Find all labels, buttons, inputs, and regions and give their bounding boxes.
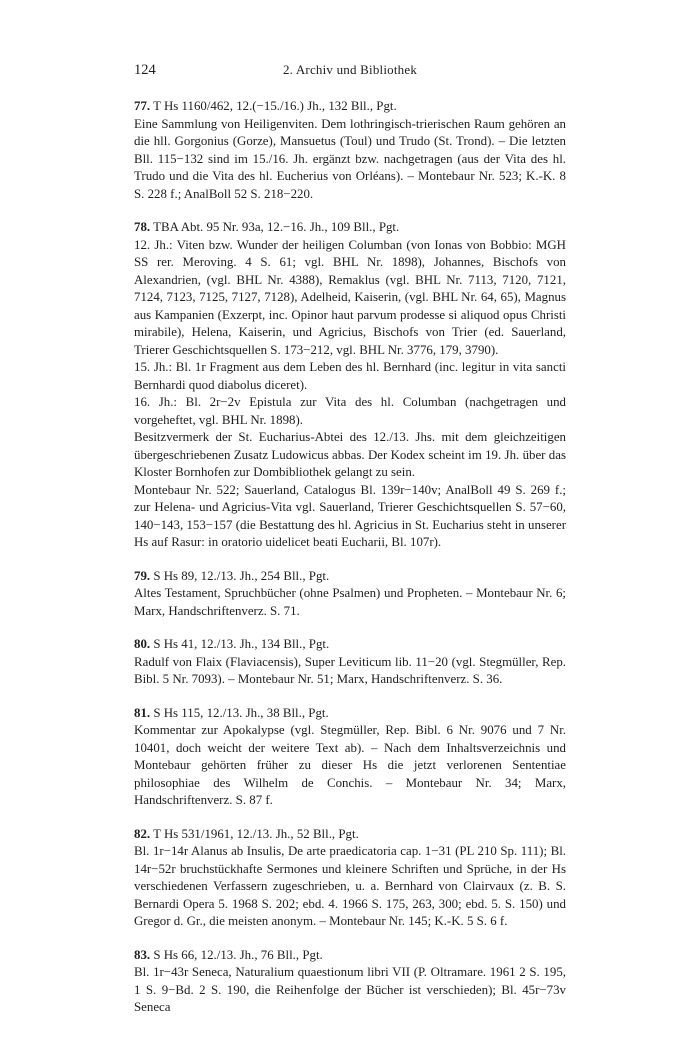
page-number: 124: [134, 62, 156, 78]
catalog-entry-77: [134, 98, 566, 203]
entry-text: Bl. 1r−43r Seneca, Naturalium quaestionum libri VII (P. Oltramare. 1961 2 S. 195, 1 S. 9−Bd. 2 S. 190, die Reihenfolge der Bücher ist verschieden); Bl. 45r−73v Seneca: [134, 965, 566, 1014]
entry-number: 82.: [134, 826, 151, 841]
catalog-entry-81: [134, 705, 566, 810]
entry-heading: S Hs 115, 12./13. Jh., 38 Bll., Pgt.: [150, 705, 329, 720]
entry-text: Altes Testament, Spruchbücher (ohne Psalmen) und Propheten. – Montebaur Nr. 6; Marx, Handschriftenverz. S. 71.: [134, 586, 566, 618]
entry-number: 81.: [134, 705, 151, 720]
entry-text: Eine Sammlung von Heiligenviten. Dem lothringisch-trierischen Raum gehören an die hll. Gorgonius (Gorze), Mansuetus (Toul) und Trudo (St. Trond). – Die letzten Bll. 115−132 sind im 15./16. Jh. ergänzt bzw. nachgetragen (aus der Vita des hl. Trudo und die Vita des hl. Eucherius von Orléans). – Montebaur Nr. 523; K.-K. 8 S. 228 f.; AnalBoll 52 S. 218−220.: [134, 116, 566, 201]
entry-text: Kommentar zur Apokalypse (vgl. Stegmüller, Rep. Bibl. 6 Nr. 9076 und 7 Nr. 10401, doch weicht der weitere Text ab). – Nach dem Inhaltsverzeichnis und Montebaur gehörten früher zu dieser Hs die jetzt verlorenen Sententiae philosophiae des Wilhelm de Conchis. – Montebaur Nr. 34; Marx, Handschriftenverz. S. 87 f.: [134, 723, 566, 807]
catalog-entry-78: [134, 219, 566, 552]
catalog-entry-82: [134, 826, 566, 931]
entry-text: 12. Jh.: Viten bzw. Wunder der heiligen Columban (von Ionas von Bobbio: MGH SS rer. Meroving. 4 S. 61; vgl. BHL Nr. 1898), Johannes, Bischofs von Alexandrien, (vgl. BHL Nr. 4388), Remaklus (vgl. BHL Nr. 7113, 7120, 7121, 7124, 7123, 7125, 7127, 7128), Adelheid, Kaiserin, (vgl. BHL Nr. 64, 65), Magnus aus Kampanien (Exzerpt, inc. Opinor haut parvum prodesse si aliquod opus Christi mirabile), Helena, Kaiserin, und Agricius, Bischofs von Trier (ed. Sauerland, Trierer Geschichtsquellen S. 173−212, vgl. BHL Nr. 3776, 179, 3790).: [134, 237, 566, 357]
entry-heading: TBA Abt. 95 Nr. 93a, 12.−16. Jh., 109 Bll., Pgt.: [150, 220, 400, 234]
entry-text: Montebaur Nr. 522; Sauerland, Catalogus Bl. 139r−140v; AnalBoll 49 S. 269 f.; zur Helena- und Agricius-Vita vgl. Sauerland, Trierer Geschichtsquellen S. 57−60, 140−143, 153−157 (die Bestattung des hl. Agricius in St. Eucharius steht in unserer Hs auf Rasur: in oratorio uidelicet beati Eucharii, Bl. 107r).: [134, 482, 566, 549]
entry-text: Besitzvermerk der St. Eucharius-Abtei des 12./13. Jhs. mit dem gleichzeitigen übergeschriebenen Zusatz Ludowicus abbas. Der Kodex scheint im 19. Jh. über das Kloster Bornhofen zur Dombibliothek gelangt zu sein.: [134, 430, 566, 479]
running-title: 2. Archiv und Bibliothek: [282, 62, 418, 77]
catalog-entry-83: [134, 947, 566, 1017]
entry-number: 79.: [134, 568, 151, 583]
entry-heading: S Hs 66, 12./13. Jh., 76 Bll., Pgt.: [150, 947, 323, 962]
entry-number: 77.: [134, 99, 151, 113]
entry-text: 16. Jh.: Bl. 2r−2v Epistula zur Vita des hl. Columban (nachgetragen und vorgeheftet, vgl. BHL Nr. 1898).: [134, 395, 566, 427]
catalog-entry-80: [134, 636, 566, 689]
entry-number: 83.: [134, 947, 151, 962]
entry-heading: T Hs 531/1961, 12./13. Jh., 52 Bll., Pgt.: [150, 826, 359, 841]
entry-number: 78.: [134, 220, 151, 234]
catalog-entry-79: [134, 568, 566, 621]
catalog-body: [134, 98, 566, 1017]
page-header: [134, 62, 566, 82]
entry-heading: S Hs 89, 12./13. Jh., 254 Bll., Pgt.: [150, 568, 330, 583]
entry-heading: T Hs 1160/462, 12.(−15./16.) Jh., 132 Bll., Pgt.: [150, 99, 397, 113]
entry-number: 80.: [134, 637, 151, 651]
entry-heading: S Hs 41, 12./13. Jh., 134 Bll., Pgt.: [150, 637, 330, 651]
entry-text: 15. Jh.: Bl. 1r Fragment aus dem Leben des hl. Bernhard (inc. legitur in vita sancti Bernhardi quod diabolus diceret).: [134, 360, 566, 392]
entry-text: Radulf von Flaix (Flaviacensis), Super Leviticum lib. 11−20 (vgl. Stegmüller, Rep. Bibl. 5 Nr. 7093). – Montebaur Nr. 51; Marx, Handschriftenverz. S. 36.: [134, 654, 566, 686]
entry-text: Bl. 1r−14r Alanus ab Insulis, De arte praedicatoria cap. 1−31 (PL 210 Sp. 111); Bl. 14r−52r bruchstückhafte Sermones und kleinere Schriften und Sprüche, in der Hs verschiedenen Verfassern zugeschrieben, u. a. Bernhard von Clairvaux (z. B. S. Bernardi Opera 5. 1968 S. 202; ebd. 4. 1966 S. 175, 263, 300; ebd. 5. S. 150) und Gregor d. Gr., die meisten anonym. – Montebaur Nr. 145; K.-K. 5 S. 6 f.: [134, 844, 566, 928]
